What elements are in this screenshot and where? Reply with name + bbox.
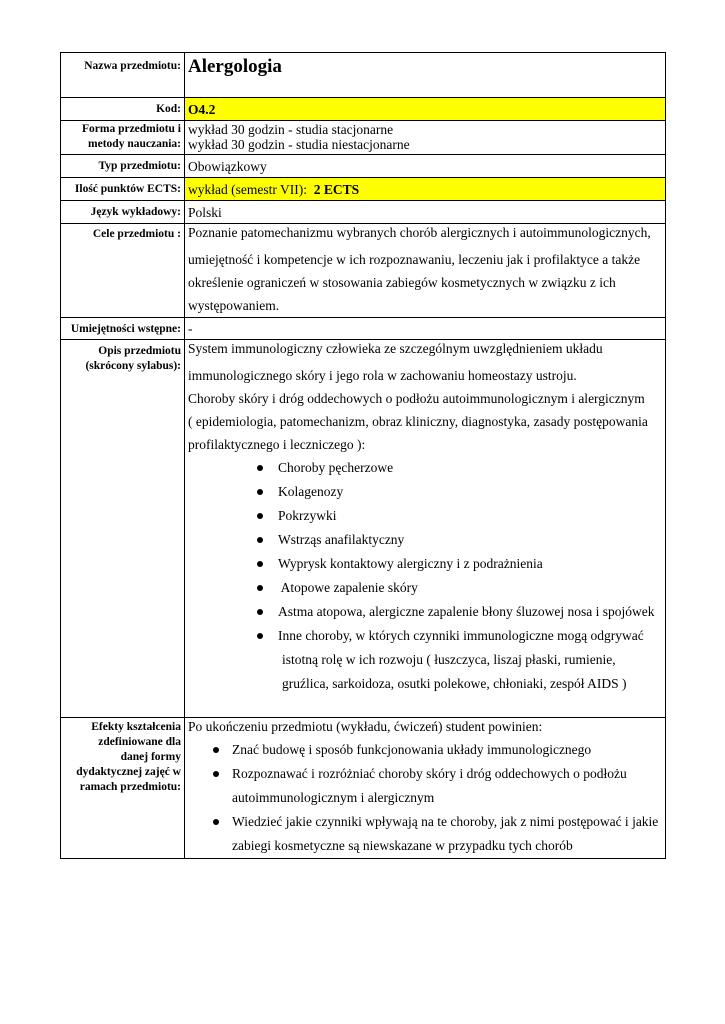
cele-line-3: określenie ograniczeń w stosowania zabiegów kosmetycznych w związku z ich	[188, 275, 616, 290]
outcome-1-line-1: Znać budowę i sposób funkcjonowania układy immunologicznego	[232, 742, 592, 757]
opis-intro-2: immunologicznego skóry i jego rola w zachowaniu homeostazy ustroju.	[188, 368, 577, 383]
row-kod	[61, 98, 666, 121]
forma-line-1: wykład 30 godzin - studia stacjonarne	[188, 122, 394, 137]
cele-line-2: umiejętność i kompetencje w ich rozpoznawaniu, leczeniu jak i profilaktyce a także	[188, 252, 641, 267]
syllabus-page	[60, 52, 665, 859]
row-cele	[61, 224, 666, 318]
label-efekty-line-4: dydaktycznej zajęć w	[76, 766, 181, 778]
label-efekty-line-5: ramach przedmiotu:	[79, 781, 181, 793]
value-efekty	[185, 718, 666, 859]
list-item-multiline	[254, 624, 662, 696]
course-code: O4.2	[188, 102, 216, 117]
forma-line-2: wykład 30 godzin - studia niestacjonarne	[188, 137, 410, 152]
list-item	[210, 810, 662, 858]
label-cele	[61, 224, 185, 318]
opis-intro-3: Choroby skóry i dróg oddechowych o podłożu autoimmunologicznym i alergicznym	[188, 391, 645, 406]
disease-list	[188, 456, 662, 696]
row-efekty	[61, 718, 666, 859]
label-nazwa-text: Nazwa przedmiotu:	[84, 60, 181, 72]
last-item-line-3: gruźlica, sarkoidoza, osutki polekowe, chłoniaki, zespół AIDS )	[282, 676, 627, 691]
value-typ	[185, 155, 666, 178]
last-item-line-1: Inne choroby, w których czynniki immunologiczne mogą odgrywać	[278, 628, 644, 643]
value-opis	[185, 340, 666, 718]
value-forma	[185, 121, 666, 155]
opis-intro-4: ( epidemiologia, patomechanizm, obraz kliniczny, diagnostyka, zasady postępowania	[188, 414, 648, 429]
list-item: Kolagenozy	[254, 480, 662, 504]
row-ects	[61, 178, 666, 201]
prerequisites: -	[188, 321, 193, 336]
label-efekty	[61, 718, 185, 859]
label-umiejetnosci-text: Umiejętności wstępne:	[70, 323, 181, 335]
label-typ	[61, 155, 185, 178]
label-forma-line-2: metody nauczania:	[88, 138, 181, 150]
list-item: Pokrzywki	[254, 504, 662, 528]
cele-line-4: występowaniem.	[188, 298, 280, 313]
course-title: Alergologia	[188, 56, 282, 77]
list-item: Atopowe zapalenie skóry	[254, 576, 662, 600]
label-ects-text: Ilość punktów ECTS:	[74, 183, 181, 195]
row-jezyk	[61, 201, 666, 224]
outcome-3-line-2: zabiegi kosmetyczne są niewskazane w przypadku tych chorób	[232, 838, 573, 853]
label-jezyk	[61, 201, 185, 224]
outcomes-list	[188, 738, 662, 858]
list-item: Wstrząs anafilaktyczny	[254, 528, 662, 552]
label-forma-line-1: Forma przedmiotu i	[81, 123, 181, 135]
label-umiejetnosci	[61, 318, 185, 340]
row-typ	[61, 155, 666, 178]
label-nazwa	[61, 53, 185, 98]
value-nazwa	[185, 53, 666, 98]
list-item: Choroby pęcherzowe	[254, 456, 662, 480]
opis-intro-5: profilaktycznego i leczniczego ):	[188, 437, 366, 452]
label-cele-text: Cele przedmiotu :	[92, 228, 181, 240]
label-forma	[61, 121, 185, 155]
row-nazwa	[61, 53, 666, 98]
language: Polski	[188, 205, 222, 220]
value-kod	[185, 98, 666, 121]
efekty-intro: Po ukończeniu przedmiotu (wykładu, ćwiczeń) student powinien:	[188, 719, 543, 734]
list-item	[210, 762, 662, 810]
value-ects	[185, 178, 666, 201]
row-forma	[61, 121, 666, 155]
outcome-3-line-1: Wiedzieć jakie czynniki wpływają na te choroby, jak z nimi postępować i jakie	[232, 814, 659, 829]
row-opis	[61, 340, 666, 718]
value-cele	[185, 224, 666, 318]
last-item-line-2: istotną rolę w ich rozwoju ( łuszczyca, liszaj płaski, rumienie,	[282, 652, 616, 667]
list-item: Astma atopowa, alergiczne zapalenie błony śluzowej nosa i spojówek	[254, 600, 662, 624]
syllabus-table	[60, 52, 666, 859]
cele-line-1: Poznanie patomechanizmu wybranych chorób alergicznych i autoimmunologicznych,	[188, 225, 651, 240]
value-jezyk	[185, 201, 666, 224]
course-type: Obowiązkowy	[188, 159, 267, 174]
label-efekty-line-2: zdefiniowane dla	[98, 736, 181, 748]
label-typ-text: Typ przedmiotu:	[98, 160, 181, 172]
list-item	[210, 738, 662, 762]
label-kod-text: Kod:	[156, 103, 181, 115]
label-efekty-line-1: Efekty kształcenia	[91, 721, 181, 733]
label-opis	[61, 340, 185, 718]
ects-prefix: wykład (semestr VII):	[188, 182, 307, 197]
outcome-2-line-2: autoimmunologicznym i alergicznym	[232, 790, 435, 805]
label-opis-line-1: Opis przedmiotu	[98, 345, 181, 357]
label-ects	[61, 178, 185, 201]
row-umiejetnosci	[61, 318, 666, 340]
outcome-2-line-1: Rozpoznawać i rozróżniać choroby skóry i dróg oddechowych o podłożu	[232, 766, 627, 781]
opis-intro-1: System immunologiczny człowieka ze szczególnym uwzględnieniem układu	[188, 341, 603, 356]
label-kod	[61, 98, 185, 121]
value-umiejetnosci	[185, 318, 666, 340]
label-opis-line-2: (skrócony sylabus):	[85, 360, 181, 372]
label-efekty-line-3: danej formy	[120, 751, 181, 763]
ects-points: 2 ECTS	[313, 182, 360, 197]
label-jezyk-text: Język wykładowy:	[90, 206, 181, 218]
list-item: Wyprysk kontaktowy alergiczny i z podrażnienia	[254, 552, 662, 576]
